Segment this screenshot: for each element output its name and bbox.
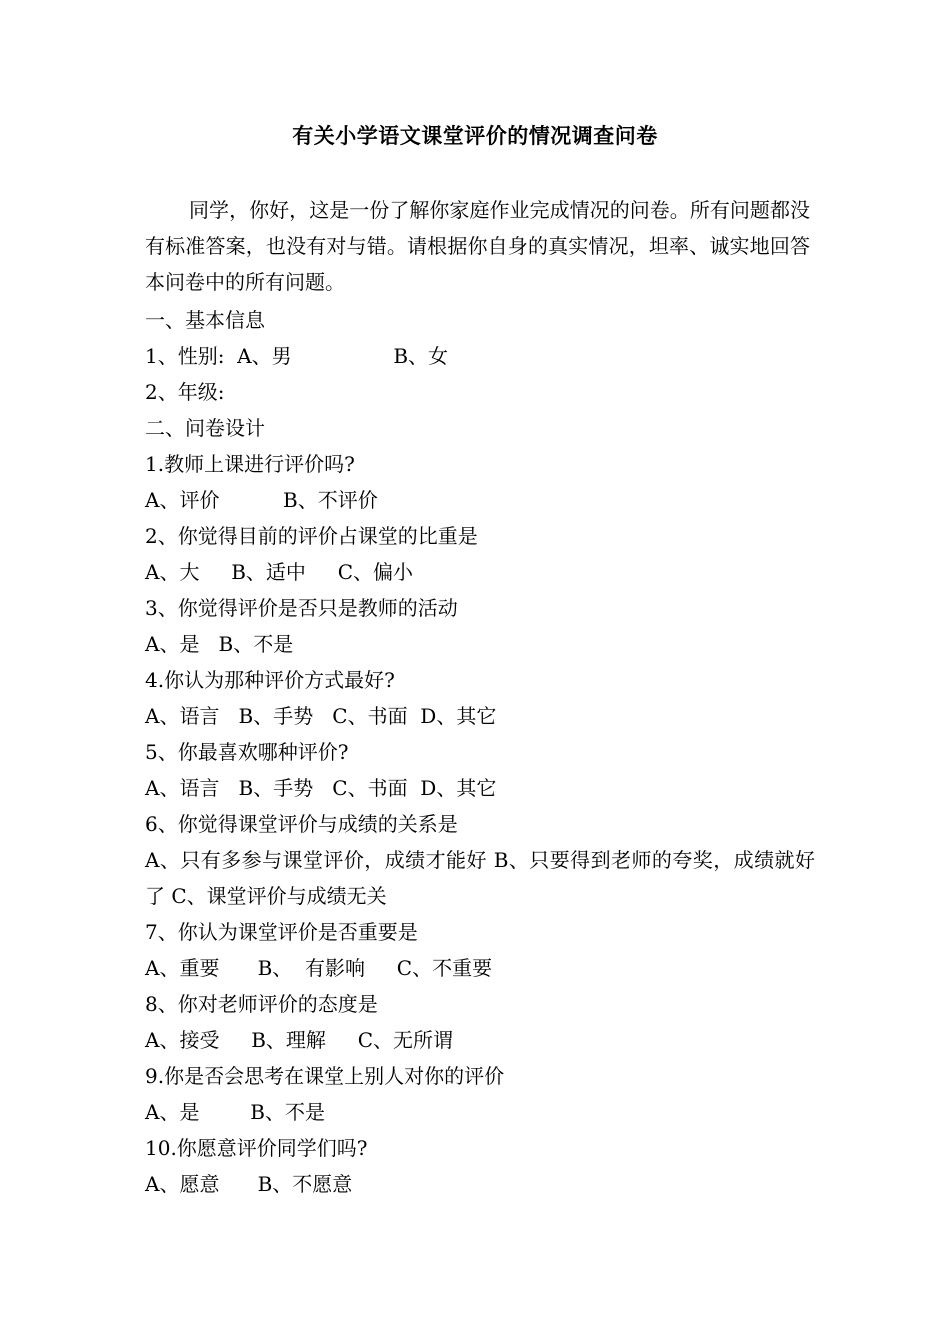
question-3-options: A、是 B、不是 xyxy=(145,632,294,656)
question-1: 1.教师上课进行评价吗? xyxy=(145,452,355,476)
question-gender: 1、性别: A、男 B、女 xyxy=(145,344,449,368)
question-6-options: A、只有多参与课堂评价，成绩才能好 B、只要得到老师的夸奖，成绩就好了 C、课堂评价与成绩无关 xyxy=(145,848,815,908)
section-heading-basic-info: 一、基本信息 xyxy=(145,308,265,332)
intro-paragraph: 同学，你好，这是一份了解你家庭作业完成情况的问卷。所有问题都没有标准答案，也没有对与错。请根据你自身的真实情况，坦率、诚实地回答本问卷中的所有问题。 xyxy=(145,198,810,294)
document-title: 有关小学语文课堂评价的情况调查问卷 xyxy=(292,123,658,148)
question-8-options: A、接受 B、理解 C、无所谓 xyxy=(145,1028,454,1052)
question-8: 8、你对老师评价的态度是 xyxy=(145,992,378,1016)
question-7-options: A、重要 B、 有影响 C、不重要 xyxy=(145,956,493,980)
question-10: 10.你愿意评价同学们吗? xyxy=(145,1136,368,1160)
section-heading-questionnaire: 二、问卷设计 xyxy=(145,416,265,440)
question-4: 4.你认为那种评价方式最好? xyxy=(145,668,395,692)
question-3: 3、你觉得评价是否只是教师的活动 xyxy=(145,596,458,620)
question-5-options: A、语言 B、手势 C、书面 D、其它 xyxy=(145,776,497,800)
question-5: 5、你最喜欢哪种评价? xyxy=(145,740,349,764)
question-7: 7、你认为课堂评价是否重要是 xyxy=(145,920,418,944)
question-4-options: A、语言 B、手势 C、书面 D、其它 xyxy=(145,704,497,728)
questionnaire-body xyxy=(145,302,815,1202)
question-10-options: A、愿意 B、不愿意 xyxy=(145,1172,353,1196)
question-9-options: A、是 B、不是 xyxy=(145,1100,325,1124)
question-2-options: A、大 B、适中 C、偏小 xyxy=(145,560,414,584)
question-6: 6、你觉得课堂评价与成绩的关系是 xyxy=(145,812,458,836)
question-1-options: A、评价 B、不评价 xyxy=(145,488,378,512)
question-9: 9.你是否会思考在课堂上别人对你的评价 xyxy=(145,1064,505,1088)
question-grade: 2、年级: xyxy=(145,380,225,404)
question-2: 2、你觉得目前的评价占课堂的比重是 xyxy=(145,524,478,548)
